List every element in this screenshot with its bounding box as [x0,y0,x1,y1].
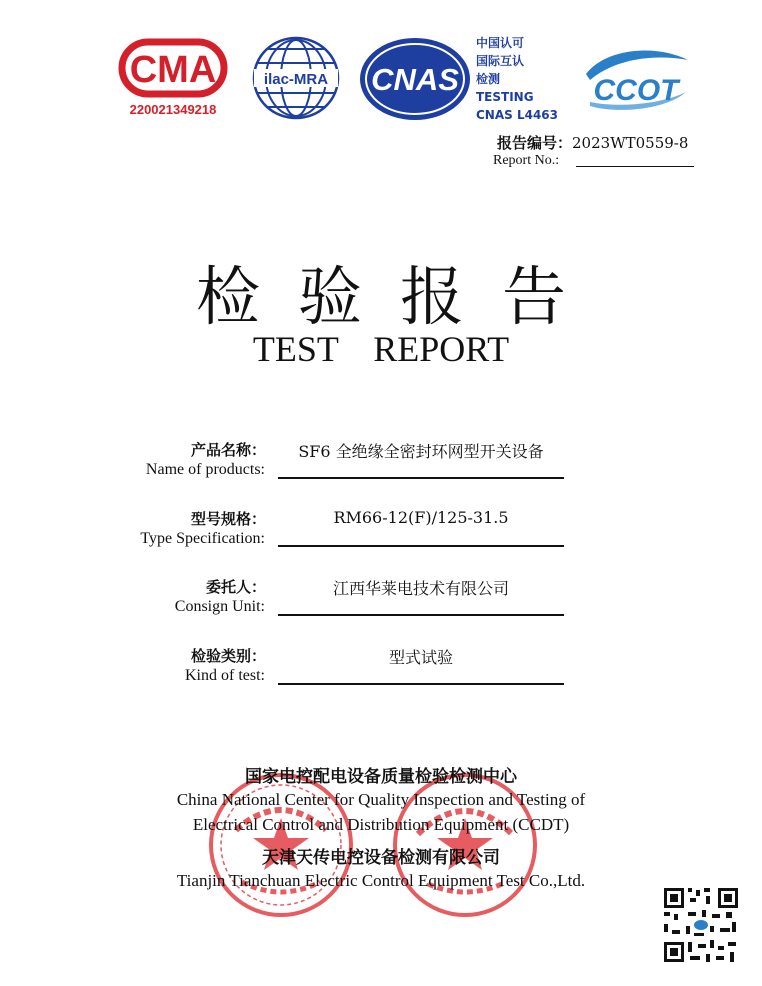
consign-unit-underline [278,614,564,616]
kind-of-test-underline [278,683,564,685]
issuer-company-cn: 天津天传电控设备检测有限公司 [262,848,500,868]
kind-of-test-value: 型式试验 [388,648,453,667]
qr-code [662,886,740,964]
product-name-underline [278,477,564,479]
cma-logo [118,38,228,120]
consign-unit-label-cn: 委托人： [205,578,266,596]
cnas-logo [356,34,474,124]
consign-unit-label-en: Consign Unit: [174,598,265,615]
cnas-accreditation-text [476,34,576,124]
cnas-line: TESTING [476,90,534,104]
cnas-line: CNAS L4463 [476,108,559,122]
type-spec-underline [278,545,564,547]
issuer-center-en-line2: Electrical Control and Distribution Equipment (CCDT) [192,815,570,834]
product-name-label-en: Name of products: [145,461,265,478]
cnas-line: 检测 [476,72,501,86]
cma-mark: CMA [129,49,217,91]
issuer-center-cn: 国家电控配电设备质量检验检测中心 [245,767,517,787]
report-number-label-en: Report No.: [493,153,560,168]
issuer-center-en-line1: China National Center for Quality Inspection and Testing of [176,790,586,809]
type-spec-value: RM66-12(F)/125-31.5 [333,508,509,527]
ccot-logo [576,44,694,116]
title-english: TEST REPORT [252,329,510,369]
report-number [497,132,688,153]
title-chinese: 检验报告 [196,261,604,335]
report-number-label: 报告编号： [497,134,573,152]
ilac-mra-logo [248,35,344,121]
cnas-mark: CNAS [371,62,459,97]
cma-number: 220021349218 [129,102,217,117]
report-number-underline [576,166,694,167]
product-name-value: SF6 全绝缘全密封环网型开关设备 [298,442,544,461]
cnas-line: 中国认可 [476,36,525,50]
ccot-mark: CCOT [593,74,679,107]
consign-unit-value: 江西华莱电技术有限公司 [332,579,509,598]
issuer-company-en: Tianjin Tianchuan Electric Control Equipment Test Co.,Ltd. [176,871,586,890]
kind-of-test-label-cn: 检验类别： [190,647,266,665]
report-number-value: 2023WT0559-8 [572,134,689,152]
product-name-label-cn: 产品名称： [190,441,266,459]
type-spec-label-cn: 型号规格： [190,510,266,528]
kind-of-test-label-en: Kind of test: [185,667,265,684]
cnas-line: 国际互认 [476,54,525,68]
type-spec-label-en: Type Specification: [140,530,265,547]
ilac-mra-mark: ilac-MRA [263,71,329,88]
